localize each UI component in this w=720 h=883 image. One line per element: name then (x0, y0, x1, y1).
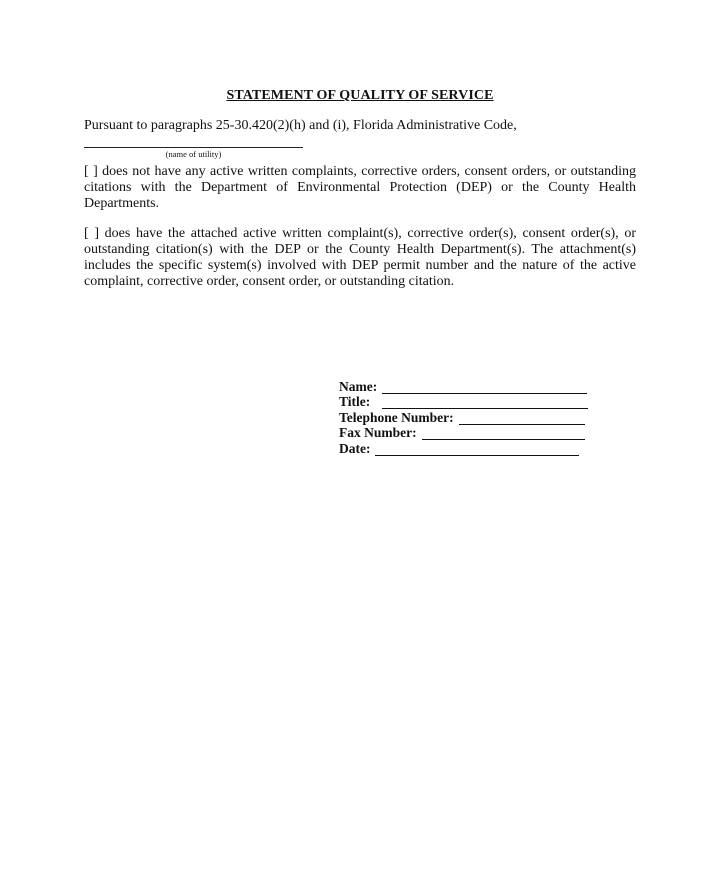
utility-name-caption: (name of utility) (165, 149, 222, 159)
signature-row-name (339, 378, 599, 394)
signature-row-telephone (339, 409, 599, 425)
document-title: STATEMENT OF QUALITY OF SERVICE (226, 88, 494, 103)
signature-row-fax (339, 425, 599, 441)
intro-text: Pursuant to paragraphs 25-30.420(2)(h) and (i), Florida Administrative Code, (84, 118, 517, 133)
utility-name-blank[interactable] (84, 147, 303, 148)
fax-blank[interactable] (422, 427, 585, 440)
name-label: Name: (339, 378, 378, 394)
signature-row-title (339, 394, 599, 410)
date-blank[interactable] (375, 443, 579, 456)
title-blank[interactable] (382, 396, 588, 409)
signature-block (339, 378, 599, 456)
name-blank[interactable] (382, 381, 587, 394)
statement-has-complaints: [ ] does have the attached active written complaint(s), corrective order(s), consent order(s), or outstanding citation(s) with the DEP or the County Health Department(s). The attachment(s) includes the specific system(s) involved with DEP permit number and the nature of the active complaint, corrective order, consent order, or outstanding citation. (84, 226, 636, 289)
title-label: Title: (339, 394, 371, 410)
date-label: Date: (339, 440, 371, 456)
signature-row-date (339, 440, 599, 456)
fax-label: Fax Number: (339, 425, 417, 441)
telephone-blank[interactable] (459, 412, 585, 425)
telephone-label: Telephone Number: (339, 409, 454, 425)
statement-no-complaints: [ ] does not have any active written complaints, corrective orders, consent orders, or outstanding citations with the Department of Environmental Protection (DEP) or the County Health Departments. (84, 164, 636, 211)
